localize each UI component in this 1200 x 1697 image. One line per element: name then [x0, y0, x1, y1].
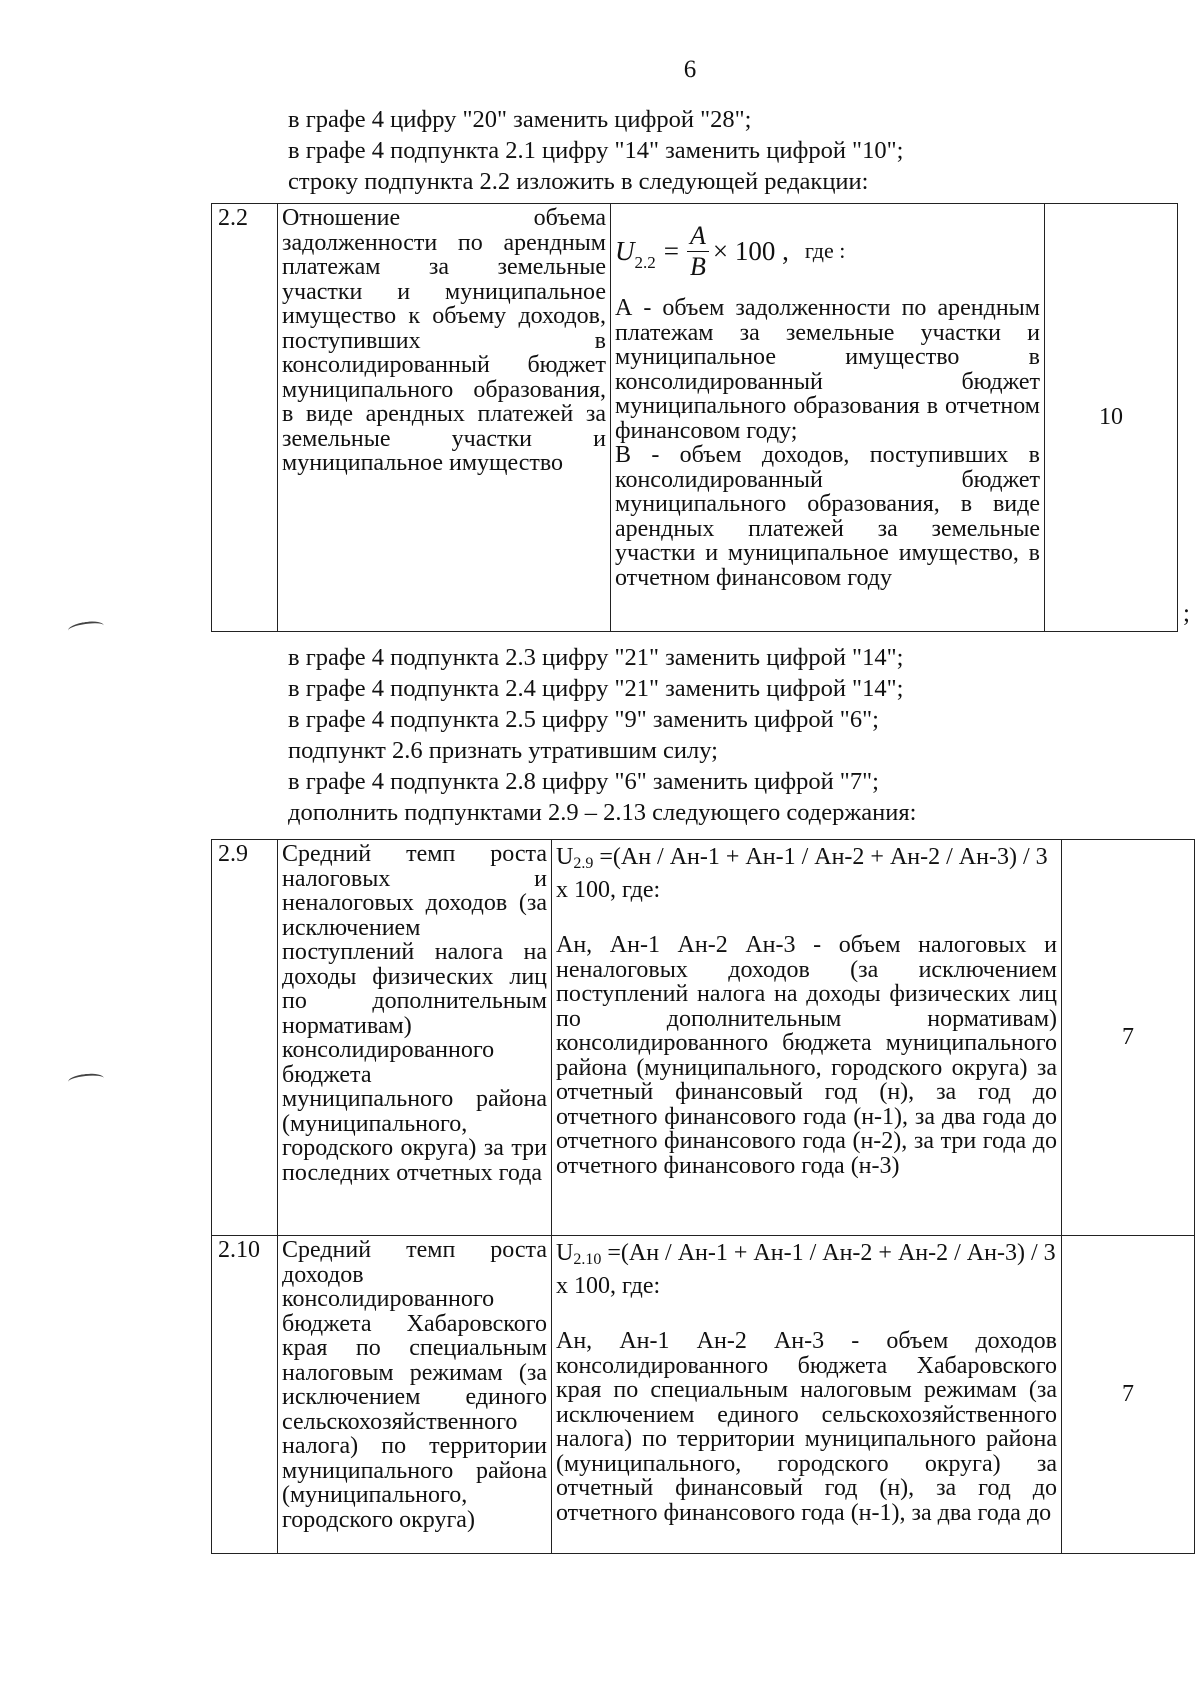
formula-subscript: 2.10 [573, 1251, 602, 1268]
paragraph: в графе 4 подпункта 2.4 цифру "21" заменить цифрой "14"; [288, 675, 904, 702]
indicator-name: Средний темп роста доходов консолидированного бюджета Хабаровского края по специальным налоговым режимам (за исключением единого сельскохозяйственного налога) по территории муниципального района (муниципального, городского округа) [278, 1236, 552, 1554]
punch-hole-mark [67, 620, 104, 637]
paragraph: строку подпункта 2.2 изложить в следующей редакции: [288, 168, 869, 195]
row-number: 2.9 [212, 840, 278, 1236]
indicator-value: 7 [1062, 840, 1195, 1236]
formula-cell [552, 1236, 1062, 1554]
intro-paragraphs [288, 104, 1048, 197]
formula-tail: × 100 , [712, 235, 789, 266]
page-number: 6 [683, 56, 697, 83]
explanation: Aн, Aн-1 Aн-2 Aн-3 - объем налоговых и неналоговых доходов (за исключением поступлений налога на доходы физических лиц по дополнительным нормативам) консолидированного бюджета муниципального района (муниципального, городского округа) за отчетный финансовый год (н), за год до отчетного финансового года (н-1), за два года до отчетного финансового года (н-2), за три года до отчетного финансового года (н-3) [556, 932, 1057, 1179]
formula-line: U2.10 =(Aн / Aн-1 + Aн-1 / Aн-2 + Aн-2 / Aн-3) / 3 x 100, где: [556, 1240, 1056, 1299]
formula-cell [611, 204, 1045, 632]
indicator-value: 7 [1062, 1236, 1195, 1554]
middle-paragraphs [288, 642, 1048, 828]
paragraph: в графе 4 подпункта 2.1 цифру "14" заменить цифрой "10"; [288, 137, 904, 164]
paragraph: в графе 4 подпункта 2.5 цифру "9" заменить цифрой "6"; [288, 706, 879, 733]
paragraph: в графе 4 подпункта 2.8 цифру "6" заменить цифрой "7"; [288, 768, 879, 795]
formula-variable: U [615, 235, 635, 266]
formula-line: U2.9 =(Aн / Aн-1 + Aн-1 / Aн-2 + Aн-2 / Aн-3) / 3 x 100, где: [556, 844, 1048, 903]
row-number: 2.10 [212, 1236, 278, 1554]
indicator-name: Отношение объема задолженности по арендным платежам за земельные участки и муниципальное имущество к объему доходов, поступивших в консолидированный бюджет муниципального образования, в виде арендных платежей за земельные участки и муниципальное имущество [278, 204, 611, 632]
formula-expression: =(Aн / Aн-1 + Aн-1 / Aн-2 + Aн-2 / Aн-3) / 3 x 100, где: [556, 844, 1048, 903]
paragraph: в графе 4 цифру "20" заменить цифрой "28"; [288, 106, 752, 133]
fraction [687, 221, 709, 282]
formula-where: где : [804, 237, 846, 263]
row-number: 2.2 [212, 204, 278, 632]
formula-cell [552, 840, 1062, 1236]
trailing-semicolon: ; [1183, 600, 1190, 627]
fraction-numerator: A [689, 220, 706, 250]
explanation-a: А - объем задолженности по арендным платежам за земельные участки и муниципальное имущество в консолидированный бюджет муниципального образования в отчетном финансовом году; [615, 295, 1040, 444]
indicator-name: Средний темп роста налоговых и неналоговых доходов (за исключением поступлений налога на доходы физических лиц по дополнительным нормативам) консолидированного бюджета муниципального района (муниципального, городского округа) за три последних отчетных года [278, 840, 552, 1236]
explanation: Aн, Aн-1 Aн-2 Aн-3 - объем доходов консолидированного бюджета Хабаровского края по специальным налоговым режимам (за исключением единого сельскохозяйственного налога) по территории муниципального района (муниципального, городского округа) за отчетный финансовый год (н), за год до отчетного финансового года (н-1), за два года до [556, 1328, 1057, 1526]
fraction-denominator: B [687, 251, 709, 282]
paragraph: подпункт 2.6 признать утратившим силу; [288, 737, 718, 764]
paragraph: дополнить подпунктами 2.9 – 2.13 следующего содержания: [288, 799, 917, 826]
formula-subscript: 2.9 [573, 855, 594, 872]
table-row [212, 204, 1178, 632]
paragraph: в графе 4 подпункта 2.3 цифру "21" заменить цифрой "14"; [288, 644, 904, 671]
indicator-table-2-2 [211, 203, 1178, 632]
table-row [212, 1236, 1195, 1554]
indicator-table-2-9-2-13 [211, 839, 1195, 1554]
explanation-b: В - объем доходов, поступивших в консолидированный бюджет муниципального образования, в виде арендных платежей за земельные участки и муниципальное имущество, в отчетном финансовом году [615, 442, 1040, 591]
punch-hole-mark [67, 1072, 104, 1088]
fraction-formula: U 2.2 = $\frac{A}{B}$ × 100 , где : [615, 220, 846, 281]
indicator-value: 10 [1045, 204, 1178, 632]
table-row [212, 840, 1195, 1236]
formula-expression: =(Aн / Aн-1 + Aн-1 / Aн-2 + Aн-2 / Aн-3) / 3 x 100, где: [556, 1240, 1056, 1299]
formula-subscript: 2.2 [634, 252, 656, 272]
